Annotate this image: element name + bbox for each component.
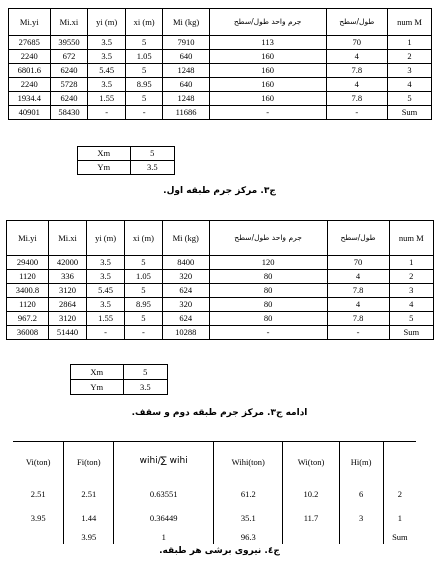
table-cell: 5 xyxy=(125,312,163,326)
table-cell: 624 xyxy=(162,312,209,326)
table-cell: - xyxy=(326,106,388,120)
table-cell: 1.05 xyxy=(125,270,163,284)
table-cell: 336 xyxy=(48,270,86,284)
table-cell: 1120 xyxy=(7,270,49,284)
table-cell: 4 xyxy=(389,298,433,312)
table-cell: 4 xyxy=(326,50,388,64)
table-row xyxy=(71,365,168,380)
table-cell: 6801.6 xyxy=(9,64,51,78)
header-cell: num M xyxy=(388,9,432,36)
header-cell: Wi(ton) xyxy=(283,442,339,483)
table-cell: 5.45 xyxy=(87,284,125,298)
table-cell: 160 xyxy=(209,50,326,64)
header-cell: Mi (kg) xyxy=(162,221,209,256)
table-row xyxy=(78,161,175,175)
header-cell: Wihi(ton) xyxy=(214,442,283,483)
table-cell: 3.5 xyxy=(88,36,125,50)
table-cell: 6 xyxy=(339,482,383,506)
table-cell: 6240 xyxy=(50,64,88,78)
table-cell: 39550 xyxy=(50,36,88,50)
table-cell: 10288 xyxy=(162,326,209,340)
table-cell: 80 xyxy=(209,284,327,298)
header-cell: xi (m) xyxy=(125,221,163,256)
table-cell: 11.7 xyxy=(283,506,339,530)
table-cell: 120 xyxy=(209,256,327,270)
header-cell: Fi(ton) xyxy=(64,442,114,483)
table-cell: 7.8 xyxy=(326,64,388,78)
header-cell: num M xyxy=(389,221,433,256)
table-cell: 5 xyxy=(125,36,162,50)
table-cell: 5728 xyxy=(50,78,88,92)
table-cell: 5 xyxy=(125,92,162,106)
table-cell: 96.3 xyxy=(214,530,283,544)
table-row xyxy=(9,36,432,50)
table-cell: 1 xyxy=(389,256,433,270)
table-cell: - xyxy=(209,106,326,120)
table-caption: ج٤. نیروی برشی هر طبقه. xyxy=(159,546,280,556)
header-cell: wihi/∑ wihi xyxy=(114,442,214,483)
table-cell: 2240 xyxy=(9,78,51,92)
table-row xyxy=(13,530,416,544)
table-cell: 5 xyxy=(125,64,162,78)
table-cell: 3400.8 xyxy=(7,284,49,298)
table-cell: 51440 xyxy=(48,326,86,340)
table-cell: 3 xyxy=(388,64,432,78)
header-cell: جرم واحد طول/سطح xyxy=(209,9,326,36)
table-cell: 4 xyxy=(388,78,432,92)
table-cell: 1120 xyxy=(7,298,49,312)
table-cell: 8.95 xyxy=(125,298,163,312)
table-cell: 5 xyxy=(130,147,174,161)
table-cell: 1 xyxy=(114,530,214,544)
header-cell: yi (m) xyxy=(87,221,125,256)
table-cell: 2864 xyxy=(48,298,86,312)
header-cell: Mi.yi xyxy=(7,221,49,256)
table-cell: 2 xyxy=(397,488,402,499)
table-cell: 3.5 xyxy=(87,256,125,270)
table-cell: 1248 xyxy=(163,64,209,78)
table-cell: 3.5 xyxy=(87,298,125,312)
table-cell: 7.8 xyxy=(326,92,388,106)
table-row xyxy=(78,147,175,161)
table-cell: 160 xyxy=(209,64,326,78)
table-cell: 11686 xyxy=(163,106,209,120)
table-cell: - xyxy=(87,326,125,340)
table-cell: 7.8 xyxy=(327,312,389,326)
table-row xyxy=(9,78,432,92)
table-cell: 2.51 xyxy=(13,482,64,506)
table-row xyxy=(13,506,416,530)
table-cell: 3.5 xyxy=(123,380,167,395)
table-cell: 29400 xyxy=(7,256,49,270)
table-cell: 4 xyxy=(327,270,389,284)
header-cell: Mi.xi xyxy=(50,9,88,36)
table-cell xyxy=(13,530,64,544)
table-cell: 624 xyxy=(162,284,209,298)
table-row xyxy=(7,298,434,312)
table-cell: 320 xyxy=(162,298,209,312)
table-caption: ادامه ج۳. مرکز جرم طبقه دوم و سقف. xyxy=(131,408,308,418)
table-cell: 58430 xyxy=(50,106,88,120)
table-cell: 320 xyxy=(162,270,209,284)
table-row xyxy=(7,326,434,340)
table-cell: 1 xyxy=(388,36,432,50)
table-caption: ج۳. مرکز جرم طبقه اول. xyxy=(163,186,276,196)
header-cell: طول/سطح xyxy=(326,9,388,36)
table-row xyxy=(7,270,434,284)
table-cell: - xyxy=(125,326,163,340)
table-cell: 967.2 xyxy=(7,312,49,326)
table-header-row xyxy=(13,442,416,483)
table-cell: 1248 xyxy=(163,92,209,106)
table-cell: 2.51 xyxy=(64,482,114,506)
table-cell: 4 xyxy=(327,298,389,312)
table-cell: 1934.4 xyxy=(9,92,51,106)
table-cell: - xyxy=(125,106,162,120)
table-cell: 3.5 xyxy=(88,50,125,64)
header-cell: Mi (kg) xyxy=(163,9,209,36)
table-cell: Sum xyxy=(388,106,432,120)
table-cell: 5 xyxy=(125,256,163,270)
table-cell: 0.63551 xyxy=(114,482,214,506)
table-cell: 2 xyxy=(389,270,433,284)
table-row xyxy=(9,50,432,64)
header-cell: طول/سطح xyxy=(327,221,389,256)
table-cell: 3 xyxy=(389,284,433,298)
mass-center-table-floor1 xyxy=(8,8,432,120)
table-cell: - xyxy=(327,326,389,340)
table-cell: 160 xyxy=(209,92,326,106)
table-cell: Sum xyxy=(392,531,408,542)
header-cell: Vi(ton) xyxy=(13,442,64,483)
table-cell xyxy=(283,530,339,544)
table-row xyxy=(7,284,434,298)
table-cell: 2240 xyxy=(9,50,51,64)
table-header-row xyxy=(9,9,432,36)
header-cell: Mi.yi xyxy=(9,9,51,36)
table-cell: 10.2 xyxy=(283,482,339,506)
table-row xyxy=(7,256,434,270)
table-cell: 3120 xyxy=(48,312,86,326)
table-cell: 70 xyxy=(327,256,389,270)
table-cell: 160 xyxy=(209,78,326,92)
table-cell: 5 xyxy=(123,365,167,380)
center-coordinates-table-floor1 xyxy=(77,146,175,175)
table-cell xyxy=(339,530,383,544)
table-row xyxy=(9,106,432,120)
table-cell: 36008 xyxy=(7,326,49,340)
table-cell: 1.55 xyxy=(87,312,125,326)
table-cell: 5 xyxy=(125,284,163,298)
header-cell: yi (m) xyxy=(88,9,125,36)
table-cell: 672 xyxy=(50,50,88,64)
table-cell: 80 xyxy=(209,298,327,312)
table-cell: 3120 xyxy=(48,284,86,298)
table-cell: - xyxy=(209,326,327,340)
table-cell: 6240 xyxy=(50,92,88,106)
table-cell: 1 xyxy=(397,512,402,523)
table-cell: 4 xyxy=(326,78,388,92)
table-cell: 35.1 xyxy=(214,506,283,530)
table-cell: 61.2 xyxy=(214,482,283,506)
table-cell: Xm xyxy=(78,147,131,161)
table-cell: Sum xyxy=(389,326,433,340)
table-cell: 5 xyxy=(389,312,433,326)
table-cell: 1.44 xyxy=(64,506,114,530)
table-cell: 80 xyxy=(209,270,327,284)
table-cell: 3.5 xyxy=(88,78,125,92)
table-cell: 3.5 xyxy=(130,161,174,175)
table-cell: 3.95 xyxy=(13,506,64,530)
table-cell: 3.5 xyxy=(87,270,125,284)
table-cell: 8.95 xyxy=(125,78,162,92)
table-cell: 1.05 xyxy=(125,50,162,64)
table-cell: Ym xyxy=(71,380,124,395)
header-cell: Hi(m) xyxy=(339,442,383,483)
table-cell: 7910 xyxy=(163,36,209,50)
table-row xyxy=(7,312,434,326)
table-cell: 5 xyxy=(388,92,432,106)
table-cell: 640 xyxy=(163,50,209,64)
table-row xyxy=(9,92,432,106)
table-cell: 3 xyxy=(339,506,383,530)
header-cell: xi (m) xyxy=(125,9,162,36)
table-cell: 640 xyxy=(163,78,209,92)
table-cell: 3.95 xyxy=(64,530,114,544)
shear-force-table xyxy=(13,441,416,544)
table-row xyxy=(71,380,168,395)
table-cell: 27685 xyxy=(9,36,51,50)
table-cell: 70 xyxy=(326,36,388,50)
header-cell: Mi.xi xyxy=(48,221,86,256)
table-cell: 80 xyxy=(209,312,327,326)
table-cell: 1.55 xyxy=(88,92,125,106)
table-cell: 7.8 xyxy=(327,284,389,298)
table-cell: 113 xyxy=(209,36,326,50)
table-row xyxy=(13,482,416,506)
table-cell: 40901 xyxy=(9,106,51,120)
center-coordinates-table-floor2 xyxy=(70,364,168,395)
table-cell: 42000 xyxy=(48,256,86,270)
table-cell: 0.36449 xyxy=(114,506,214,530)
header-cell: جرم واحد طول/سطح xyxy=(209,221,327,256)
table-cell: 8400 xyxy=(162,256,209,270)
header-cell xyxy=(383,442,416,483)
table-cell: Ym xyxy=(78,161,131,175)
table-cell: - xyxy=(88,106,125,120)
mass-center-table-floor2 xyxy=(6,220,434,340)
table-cell: Xm xyxy=(71,365,124,380)
table-row xyxy=(9,64,432,78)
table-cell: 2 xyxy=(388,50,432,64)
table-cell: 5.45 xyxy=(88,64,125,78)
table-header-row xyxy=(7,221,434,256)
